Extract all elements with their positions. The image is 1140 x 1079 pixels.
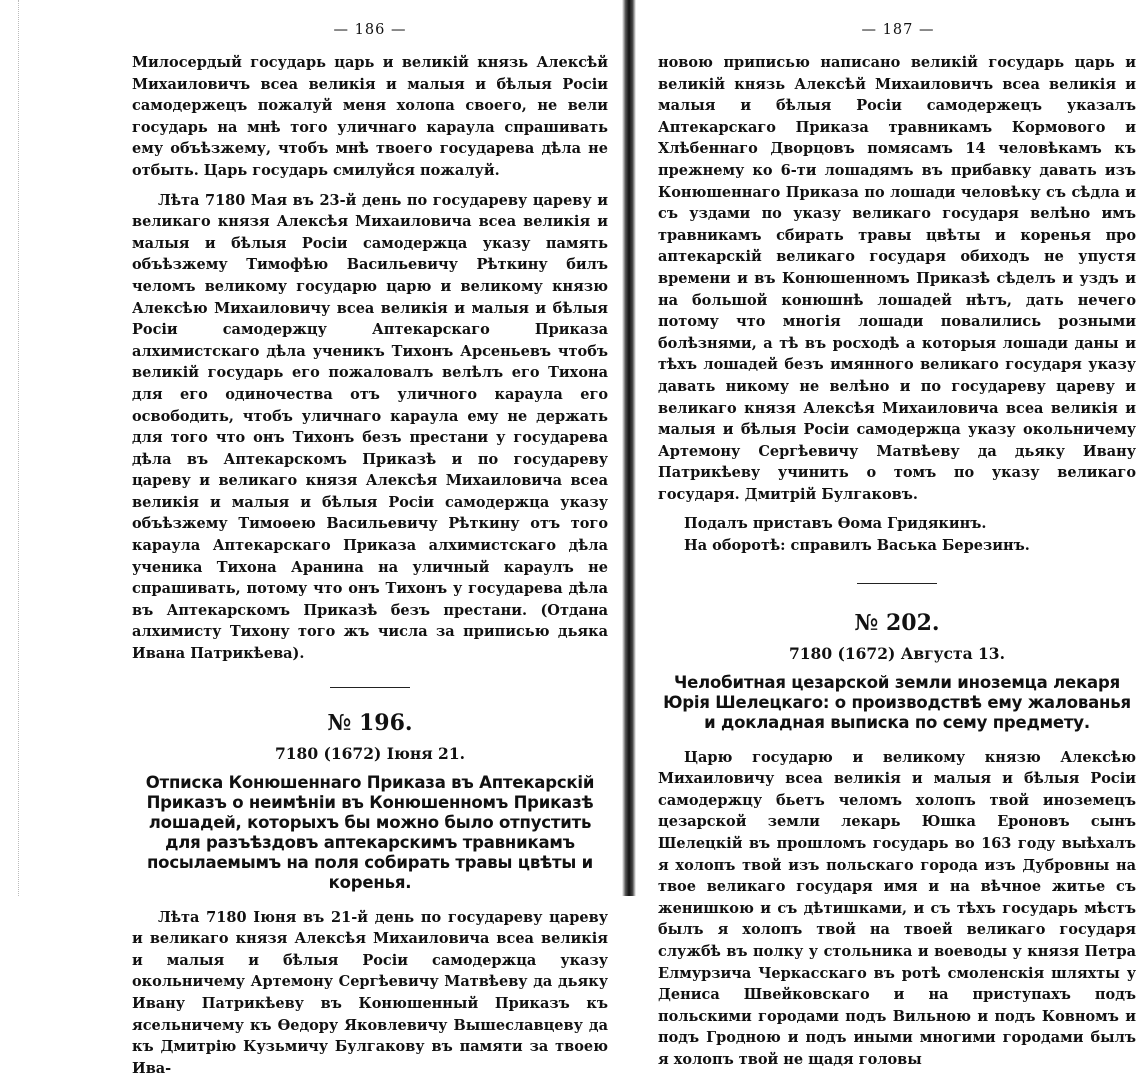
document-title: Отписка Конюшеннаго Приказа въ Аптекарскій Приказъ о неимѣніи въ Конюшенномъ Приказѣ лошадей, которыхъ бы можно было отпустить для разъѣздовъ аптекарскимъ травникамъ посылаемымъ на поля собирать травы цвѣты и коренья. [145, 772, 595, 892]
reverse-note: На оборотѣ: справилъ Васька Березинъ. [684, 537, 1030, 555]
book-gutter [622, 0, 636, 896]
section-divider [857, 583, 937, 584]
left-column [132, 52, 608, 1079]
right-page [640, 0, 1140, 1068]
document-title: Челобитная цезарской земли иноземца лекаря Юрія Шелецкаго: о производствѣ ему жалованья и докладная выписка по сему предмету. [663, 672, 1131, 732]
continued-paragraph: Милосердый государь царь и великій князь Алексѣй Михаиловичъ всеа великія и малыя и бѣлыя Росіи самодержецъ пожалуй меня холопа своего, не вели государь на мнѣ того уличнаго караула спрашивать ему объѣзжему, чтобъ мнѣ твоего государева дѣла не отбыть. Царь государь смилуйся пожалуй. [132, 54, 608, 179]
page-number: — 186 — [333, 22, 407, 38]
document-number: № 202. [854, 609, 940, 636]
order-paragraph: Лѣта 7180 Мая въ 23-й день по государеву цареву и великаго князя Алексѣя Михаиловича всеа великія и малыя и бѣлыя Росіи самодержца указу память объѣзжему Тимофѣю Васильевичу Рѣткину билъ челомъ великому государю царю и великому князю Алексѣю Михаиловичу всеа великія и малыя и бѣлыя Росіи самодержцу Аптекарскаго Приказа алхимистскаго дѣла ученикъ Тихонъ Арсеньевъ чтобъ великій государь его пожаловалъ велѣлъ его Тихона для его одиночества отъ уличного караула его освободить, чтобъ уличнаго караула ему не держать для того что онъ Тихонъ безъ престани у государева дѣла въ Аптекарскомъ Приказѣ и по государеву цареву и великаго князя Алексѣя Михаиловича всеа великія и малыя и бѣлыя Росіи самодержца указу объѣзжему Тимоѳею Васильевичу Рѣткину отъ того караула Аптекарскаго Приказа алхимистскаго дѣла ученика Тихона Аранина на уличный караулъ не спрашивать, потому что онъ Тихонъ у государева дѣла въ Аптекарскомъ Приказѣ безъ престани. (Отдана алхимисту Тихону того жъ числа за приписью дьяка Ивана Патрикѣева). [132, 191, 608, 663]
section-divider [330, 687, 410, 688]
page-number: — 187 — [861, 22, 935, 38]
right-column [658, 52, 1136, 1071]
document-number: № 196. [327, 709, 413, 736]
signature-line: Подалъ приставъ Ѳома Гридякинъ. [684, 515, 987, 533]
document-body: Царю государю и великому князю Алексѣю Михаиловичу всеа великія и малыя и бѣлыя Росіи самодержцу бьетъ челомъ холопъ твой иноземецъ цезарской земли лекарь Юшка Ероновъ сынъ Шелецкій въ прошломъ государь во 163 году выѣхалъ я холопъ твой изъ польскаго города изъ Дубровны на твое великаго государя имя и на вѣчное житье съ женишкою и съ дѣтишками, и съ тѣхъ государь мѣстъ былъ я холопъ твой на твоей великаго государя службѣ въ полку у стольника и воеводы у князя Петра Елмурзича Черкасскаго въ ротѣ смоленскія шляхты у Дениса Швейковскаго и на приступахъ подъ польскими городами подъ Вильною и подъ Ковномъ и подъ Гродною и подъ иными многими городами былъ я холопъ твой не щадя головы [658, 748, 1136, 1068]
document-body: Лѣта 7180 Іюня въ 21-й день по государеву цареву и великаго князя Алексѣя Михаиловича всеа великія и малыя и бѣлыя Росіи самодержца указу окольничему Артемону Сергѣевичу Матвѣеву да дьяку Ивану Патрикѣеву въ Конюшенный Приказъ къ ясельничему къ Ѳедору Яковлевичу Вышеславцеву да къ Дмитрію Кузьмичу Булгакову въ памяти за твоею Ива- [132, 908, 608, 1077]
continued-paragraph: новою приписью написано великій государь царь и великій князь Алексѣй Михаиловичъ всеа великія и малыя и бѣлыя Росіи самодержецъ указалъ Аптекарскаго Приказа травникамъ Кормового и Хлѣбеннаго Дворцовъ помясамъ 14 человѣкамъ къ прежнему ко 6-ти лошадямъ въ прибавку давать изъ Конюшеннаго Приказа по лошади человѣку съ сѣдла и съ уздами по указу великаго государя велѣно имъ травникамъ сбирать травы цвѣты и коренья про аптекарскій великаго государя обиходъ не упустя времени и въ Конюшенномъ Приказѣ сѣделъ и уздъ и на большой конюшнѣ лошадей нѣтъ, дать нечего потому что многія лошади повалились розными болѣзнями, а тѣ въ росходѣ а которыя лошади даны и тѣхъ лошадей безъ имянного великаго государя указу давать никому не велѣно и по государеву цареву и великаго князя Алексѣя Михаиловича всеа великія и малыя и бѣлыя Росіи самодержца указу окольничему Артемону Сергѣевичу Матвѣеву да дьяку Ивану Патрикѣеву учинить о томъ по указу великаго государя. Дмитрій Булгаковъ. [658, 54, 1136, 503]
document-date: 7180 (1672) Іюня 21. [274, 743, 466, 763]
document-date: 7180 (1672) Августа 13. [788, 643, 1005, 663]
